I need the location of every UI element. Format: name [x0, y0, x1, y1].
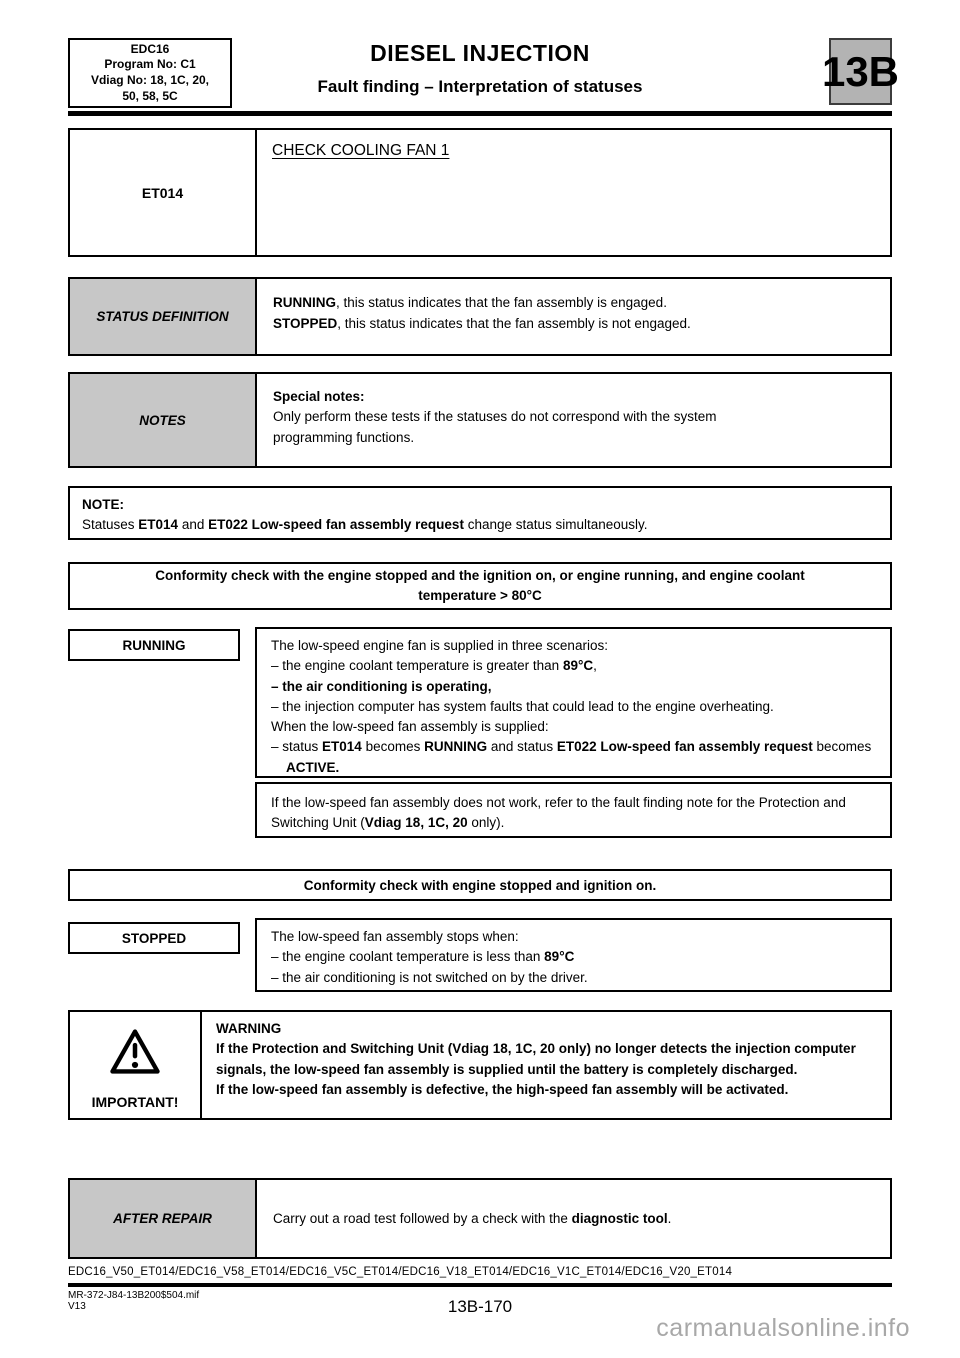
- stopped-label-box: STOPPED: [68, 922, 240, 954]
- warning-heading: WARNING: [216, 1021, 282, 1036]
- notes-table: [68, 372, 892, 468]
- after-repair-label: AFTER REPAIR: [113, 1211, 212, 1226]
- status-definition-label: STATUS DEFINITION: [96, 309, 229, 324]
- status-definition-line: STOPPED, this status indicates that the fan assembly is not engaged.: [273, 315, 691, 331]
- page-number: 13B-170: [447, 1297, 513, 1316]
- note-body: Statuses ET014 and ET022 Low-speed fan assembly request change status simultaneously.: [82, 517, 648, 533]
- conformity-header-1: [68, 562, 892, 610]
- running-refer-box: [255, 782, 892, 838]
- status-definition-table: [68, 277, 892, 356]
- header-info-line: EDC16: [130, 41, 170, 56]
- special-notes-body: Only perform these tests if the statuses do not correspond with the system programming functions.: [273, 409, 717, 445]
- running-line: – the air conditioning is operating,: [271, 678, 492, 694]
- status-definition-text-cell: [257, 279, 890, 354]
- stopped-line: The low-speed fan assembly stops when:: [271, 929, 519, 944]
- important-label: IMPORTANT!: [91, 1094, 179, 1110]
- stopped-line: – the engine coolant temperature is less than 89°C: [271, 949, 575, 965]
- running-line: When the low-speed fan assembly is supplied:: [271, 719, 549, 734]
- header-info-line: Program No: C1: [104, 57, 196, 72]
- et014-title-cell: [257, 130, 890, 255]
- running-line: The low-speed engine fan is supplied in three scenarios:: [271, 638, 608, 653]
- stopped-conditions-box: [255, 918, 892, 992]
- page-subtitle: Fault finding – Interpretation of statuses: [317, 77, 643, 96]
- important-label-cell: [70, 1012, 202, 1118]
- warning-body-1: If the Protection and Switching Unit (Vdiag 18, 1C, 20 only) no longer detects the injection computer signals, the low-speed fan assembly is supplied until the battery is completely discharged.: [216, 1041, 856, 1077]
- running-refer-text: If the low-speed fan assembly does not work, refer to the fault finding note for the Protection and Switching Unit (Vdiag 18, 1C, 20 only).: [271, 795, 846, 831]
- note-heading: NOTE:: [82, 497, 124, 512]
- footer-version: V13: [68, 1301, 86, 1312]
- status-definition-label-cell: [70, 279, 257, 354]
- stopped-line: – the air conditioning is not switched on by the driver.: [271, 969, 588, 985]
- header-info-line: 50, 58, 5C: [122, 88, 178, 103]
- notes-text-cell: [257, 374, 890, 466]
- footer-mif: MR-372-J84-13B200$504.mif: [68, 1290, 200, 1301]
- running-scenarios-box: [255, 627, 892, 778]
- after-repair-table: [68, 1178, 892, 1259]
- status-definition-text: [257, 279, 890, 349]
- after-repair-text: [257, 1180, 890, 1257]
- notes-text: [257, 374, 890, 461]
- special-notes-heading: Special notes:: [273, 389, 365, 404]
- header-rule: [68, 111, 892, 116]
- footer-rule: [68, 1283, 892, 1287]
- conformity-header-2-text: Conformity check with engine stopped and ignition on.: [303, 877, 657, 893]
- check-title: CHECK COOLING FAN 1: [272, 142, 450, 159]
- running-line: – the injection computer has system faults that could lead to the engine overheating.: [271, 698, 774, 714]
- note-box: [68, 486, 892, 540]
- warning-body-2: If the low-speed fan assembly is defective, the high-speed fan assembly will be activated.: [216, 1081, 789, 1097]
- after-repair-text-cell: [257, 1180, 890, 1257]
- running-line: – the engine coolant temperature is greater than 89°C,: [271, 658, 597, 674]
- watermark: carmanualsonline.info: [656, 1314, 910, 1342]
- notes-label: NOTES: [139, 412, 186, 428]
- warning-text-cell: [202, 1012, 890, 1118]
- after-repair-sentence: Carry out a road test followed by a check with the diagnostic tool.: [273, 1211, 672, 1226]
- notes-label-cell: [70, 374, 257, 466]
- important-box: [68, 1010, 892, 1120]
- after-repair-label-cell: [70, 1180, 257, 1257]
- conformity-header-2: [68, 869, 892, 901]
- warning-triangle-icon: [109, 1028, 161, 1080]
- section-code-badge: 13B: [829, 38, 892, 105]
- footer-code-line: EDC16_V50_ET014/EDC16_V58_ET014/EDC16_V5C_ET014/EDC16_V18_ET014/EDC16_V1C_ET014/EDC16_V20_ET014: [68, 1266, 733, 1278]
- conformity-header-1-text: Conformity check with the engine stopped and the ignition on, or engine running, and engine coolant temperature > 80°C: [155, 567, 805, 603]
- status-code: ET014: [141, 184, 184, 201]
- status-definition-line: RUNNING, this status indicates that the fan assembly is engaged.: [273, 295, 667, 310]
- et014-code-cell: [70, 130, 257, 255]
- page-title: DIESEL INJECTION: [370, 40, 590, 66]
- header-info-line: Vdiag No: 18, 1C, 20,: [90, 73, 210, 87]
- running-line: – status ET014 becomes RUNNING and status ET022 Low-speed fan assembly request becomes ACTIVE.: [271, 739, 872, 775]
- running-label-box: RUNNING: [68, 629, 240, 661]
- et014-table: [68, 128, 892, 257]
